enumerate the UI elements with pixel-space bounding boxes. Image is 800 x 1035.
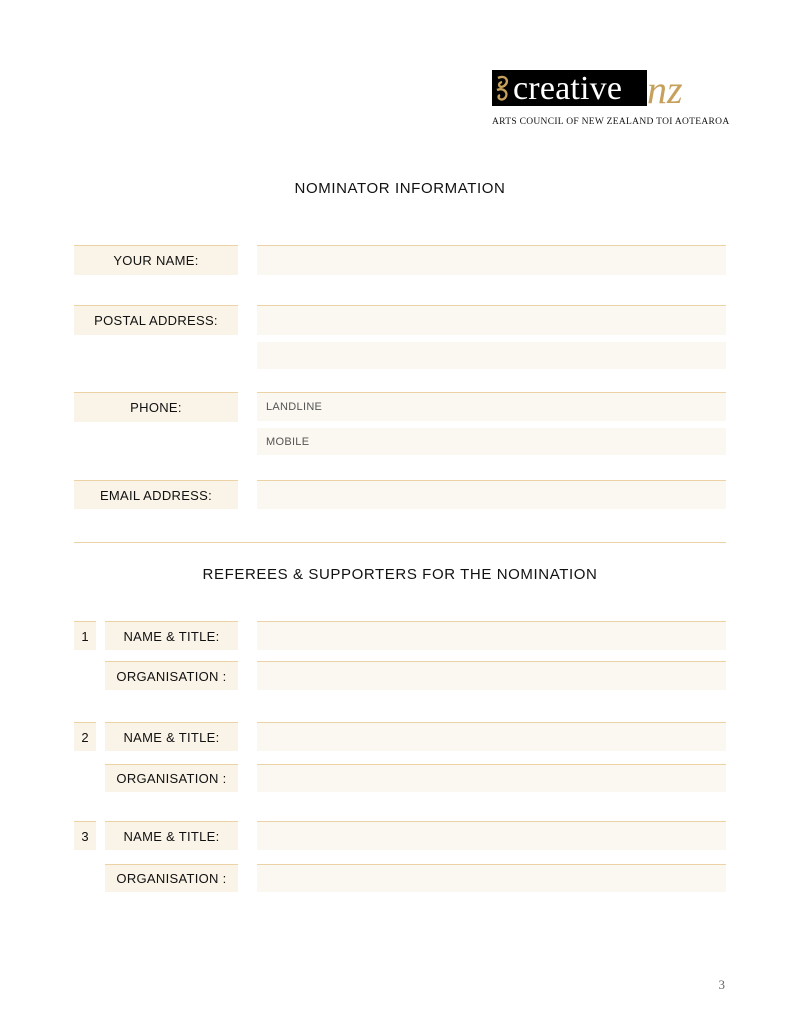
logo-subtitle: ARTS COUNCIL OF NEW ZEALAND TOI AOTEAROA <box>492 117 730 127</box>
referee-2-org-label: ORGANISATION : <box>105 764 238 792</box>
referee-2-number: 2 <box>74 722 96 751</box>
referees-heading: REFEREES & SUPPORTERS FOR THE NOMINATION <box>202 566 598 583</box>
landline-field[interactable] <box>257 392 726 421</box>
referee-3-org-label: ORGANISATION : <box>105 864 238 892</box>
postal-address-label: POSTAL ADDRESS: <box>74 305 238 335</box>
koru-icon <box>492 70 514 106</box>
phone-label: PHONE: <box>74 392 238 422</box>
referee-1-org-field[interactable] <box>257 661 726 690</box>
referee-1-name-field[interactable] <box>257 621 726 650</box>
email-address-label: EMAIL ADDRESS: <box>74 480 238 509</box>
your-name-label: YOUR NAME: <box>74 245 238 275</box>
landline-label: LANDLINE <box>266 401 323 413</box>
email-address-field[interactable] <box>257 480 726 509</box>
referee-1-org-label: ORGANISATION : <box>105 661 238 690</box>
postal-address-field-1[interactable] <box>257 305 726 335</box>
referee-1-number: 1 <box>74 621 96 650</box>
referee-3-name-field[interactable] <box>257 821 726 850</box>
logo-wordmark: creative <box>513 70 623 107</box>
mobile-field[interactable] <box>257 428 726 455</box>
referee-3-org-field[interactable] <box>257 864 726 892</box>
referee-3-name-label: NAME & TITLE: <box>105 821 238 850</box>
your-name-field[interactable] <box>257 245 726 275</box>
referee-1-name-label: NAME & TITLE: <box>105 621 238 650</box>
referee-2-name-label: NAME & TITLE: <box>105 722 238 751</box>
logo-nz: nz <box>647 67 683 112</box>
page-number: 3 <box>718 977 725 992</box>
nominator-heading: NOMINATOR INFORMATION <box>294 180 506 197</box>
referee-2-name-field[interactable] <box>257 722 726 751</box>
section-divider <box>74 542 726 543</box>
referee-3-number: 3 <box>74 821 96 850</box>
referee-2-org-field[interactable] <box>257 764 726 792</box>
postal-address-field-2[interactable] <box>257 342 726 369</box>
mobile-label: MOBILE <box>266 435 310 448</box>
